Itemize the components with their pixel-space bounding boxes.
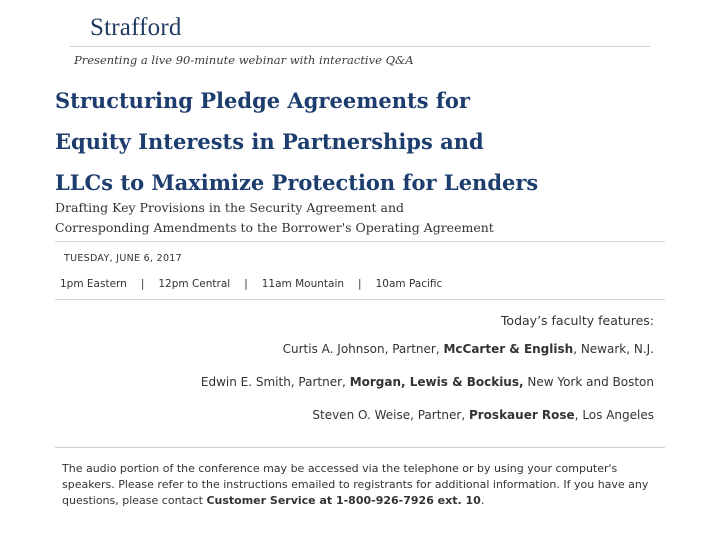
- faculty-location: New York and Boston: [523, 375, 654, 389]
- footer-divider: [55, 447, 665, 448]
- webinar-times: [60, 278, 442, 290]
- faculty-location: , Los Angeles: [574, 408, 654, 422]
- time-eastern: 1pm Eastern: [60, 278, 127, 290]
- webinar-title: [55, 80, 675, 203]
- title-line: Structuring Pledge Agreements for: [55, 88, 470, 113]
- time-separator: |: [244, 278, 248, 290]
- header-divider: [70, 46, 650, 47]
- time-separator: |: [358, 278, 362, 290]
- faculty-member: [283, 342, 654, 356]
- subtitle-line: Corresponding Amendments to the Borrower's Operating Agreement: [55, 220, 494, 235]
- webinar-subtitle: [55, 198, 675, 238]
- faculty-heading: Today’s faculty features:: [500, 313, 654, 328]
- audio-instructions: [62, 461, 662, 509]
- subtitle-line: Drafting Key Provisions in the Security Agreement and: [55, 200, 405, 215]
- webinar-date: TUESDAY, JUNE 6, 2017: [64, 253, 182, 264]
- footer-text: The audio portion of the conference may be accessed via the telephone or by using your computer's speakers. Please refer to the instructions emailed to registrants for additional information. If you have any questions, please contact: [62, 462, 649, 507]
- faculty-member: [312, 408, 654, 422]
- faculty-name-title: Curtis A. Johnson, Partner,: [282, 342, 444, 356]
- faculty-name-title: Steven O. Weise, Partner,: [312, 408, 469, 422]
- faculty-firm: Proskauer Rose: [468, 408, 575, 422]
- time-central: 12pm Central: [158, 278, 231, 290]
- faculty-firm: Morgan, Lewis & Bockius,: [349, 375, 524, 389]
- title-line: LLCs to Maximize Protection for Lenders: [55, 170, 539, 195]
- section-divider: [55, 241, 665, 242]
- time-mountain: 11am Mountain: [261, 278, 345, 290]
- section-divider: [55, 299, 665, 300]
- faculty-member: [201, 375, 654, 389]
- faculty-name-title: Edwin E. Smith, Partner,: [200, 375, 350, 389]
- title-line: Equity Interests in Partnerships and: [55, 129, 484, 154]
- strafford-logo: Strafford: [90, 14, 182, 41]
- tagline: Presenting a live 90-minute webinar with interactive Q&A: [74, 53, 414, 67]
- footer-end: .: [480, 494, 485, 507]
- faculty-location: , Newark, N.J.: [573, 342, 654, 356]
- faculty-firm: McCarter & English: [443, 342, 574, 356]
- time-pacific: 10am Pacific: [375, 278, 443, 290]
- customer-service-contact: Customer Service at 1-800-926-7926 ext. 10: [206, 494, 481, 507]
- time-separator: |: [140, 278, 145, 290]
